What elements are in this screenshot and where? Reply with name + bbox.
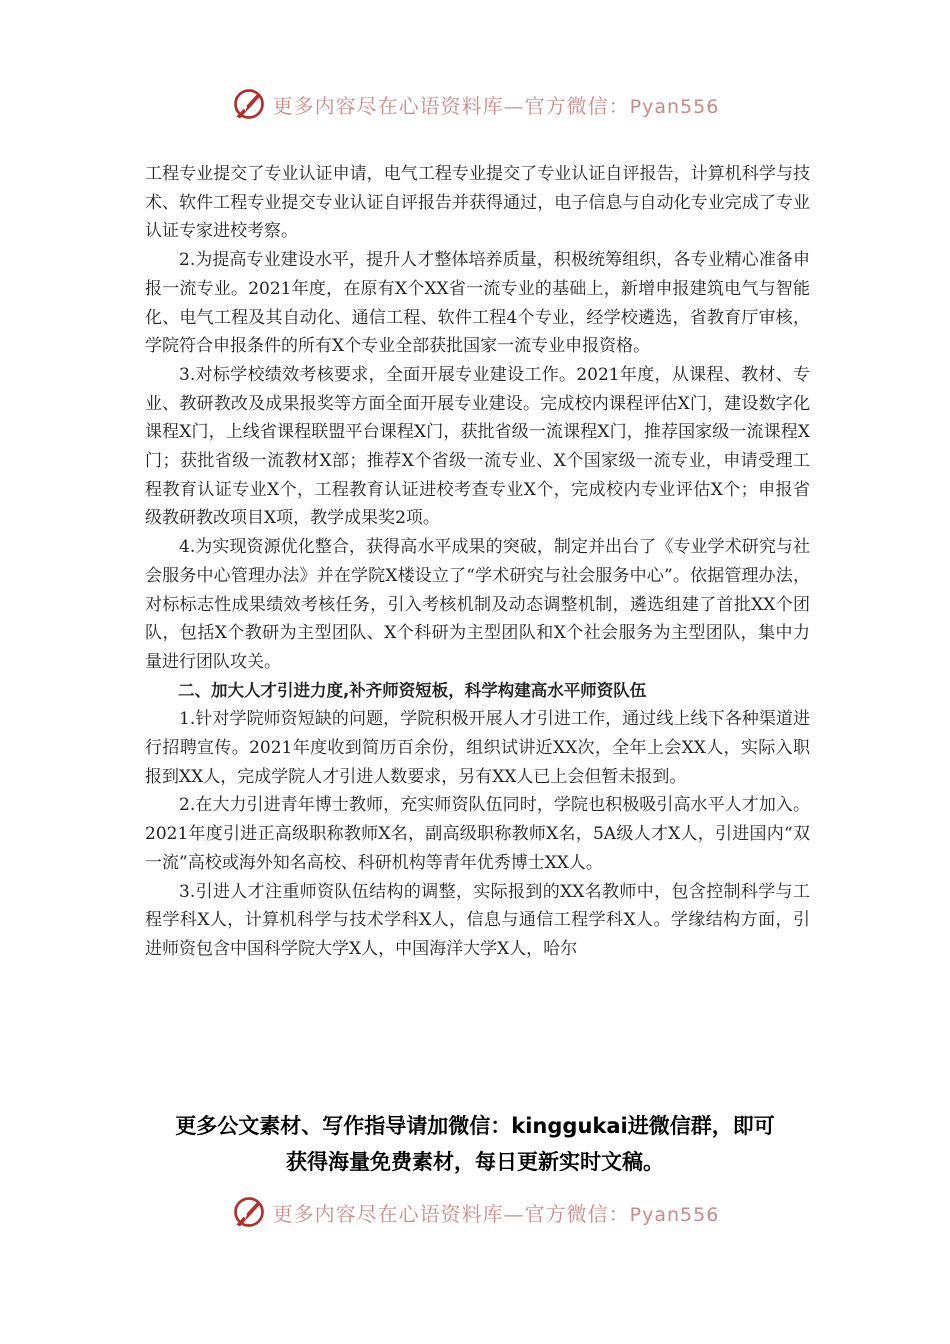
header-banner-main: 更多内容尽在心语资料库—官方微信： <box>272 93 630 118</box>
promo-line-2: 获得海量免费素材，每日更新实时文稿。 <box>286 1150 664 1174</box>
promo-line-1: 更多公文素材、写作指导请加微信：kinggukai进微信群，即可 <box>175 1114 775 1138</box>
footer-wechat-id: Pyan556 <box>629 1203 720 1226</box>
footer-banner-text <box>273 1198 720 1227</box>
section-heading: 二、加大人才引进力度,补齐师资短板，科学构建高水平师资队伍 <box>178 680 647 700</box>
header-wechat-id: Pyan556 <box>629 95 720 118</box>
document-body <box>145 160 810 964</box>
header-banner-text <box>273 90 720 119</box>
quill-pen-logo-icon <box>231 86 267 122</box>
paragraph: 2.为提高专业建设水平，提升人才整体培养质量，积极统筹组织，各专业精心准备申报一流专业。2021年度，在原有X个XX省一流专业的基础上，新增申报建筑电气与智能化、电气工程及其自动化、通信工程、软件工程4个专业，经学校遴选，省教育厅审核，学院符合申报条件的所有X个专业全部获批国家一流专业申报资格。 <box>145 250 810 357</box>
footer-banner-main: 更多内容尽在心语资料库—官方微信： <box>272 1201 630 1226</box>
paragraph: 工程专业提交了专业认证申请，电气工程专业提交了专业认证自评报告，计算机科学与技术、软件工程专业提交专业认证自评报告并获得通过，电子信息与自动化专业完成了专业认证专家进校考察。 <box>145 164 810 242</box>
paragraph: 3.对标学校绩效考核要求，全面开展专业建设工作。2021年度，从课程、教材、专业、教研教改及成果报奖等方面全面开展专业建设。完成校内课程评估X门，建设数字化课程X门，上线省课程联盟平台课程X门，获批省级一流课程X门，推荐国家级一流课程X门；获批省级一流教材X部；推荐X个省级一流专业、X个国家级一流专业，申请受理工程教育认证专业X个，工程教育认证进校考查专业X个，完成校内专业评估X个；申报省级教研教改项目X项，教学成果奖2项。 <box>145 364 810 529</box>
paragraph: 3.引进人才注重师资队伍结构的调整，实际报到的XX名教师中，包含控制科学与工程学科X人，计算机科学与技术学科X人，信息与通信工程学科X人。学缘结构方面，引进师资包含中国科学院大学X人，中国海洋大学X人，哈尔 <box>145 881 810 959</box>
paragraph: 1.针对学院师资短缺的问题，学院积极开展人才引进工作，通过线上线下各种渠道进行招聘宣传。2021年度收到简历百余份，组织试讲近XX次，全年上会XX人，实际入职报到XX人，完成学院人才引进人数要求，另有XX人已上会但暂未报到。 <box>145 709 810 787</box>
paragraph: 4.为实现资源优化整合，获得高水平成果的突破，制定并出台了《专业学术研究与社会服务中心管理办法》并在学院X楼设立了“学术研究与社会服务中心”。依据管理办法，对标标志性成果绩效考核任务，引入考核机制及动态调整机制，遴选组建了首批XX个团队，包括X个教研为主型团队、X个科研为主型团队和X个社会服务为主型团队，集中力量进行团队攻关。 <box>145 537 810 672</box>
paragraph: 2.在大力引进青年博士教师，充实师资队伍同时，学院也积极吸引高水平人才加入。2021年度引进正高级职称教师X名，副高级职称教师X名，5A级人才X人，引进国内“双一流”高校或海外知名高校、科研机构等青年优秀博士XX人。 <box>145 795 810 873</box>
footer-banner <box>0 1190 950 1234</box>
promo-notice <box>0 1108 950 1180</box>
header-banner <box>0 82 950 126</box>
quill-pen-logo-icon <box>231 1194 267 1230</box>
